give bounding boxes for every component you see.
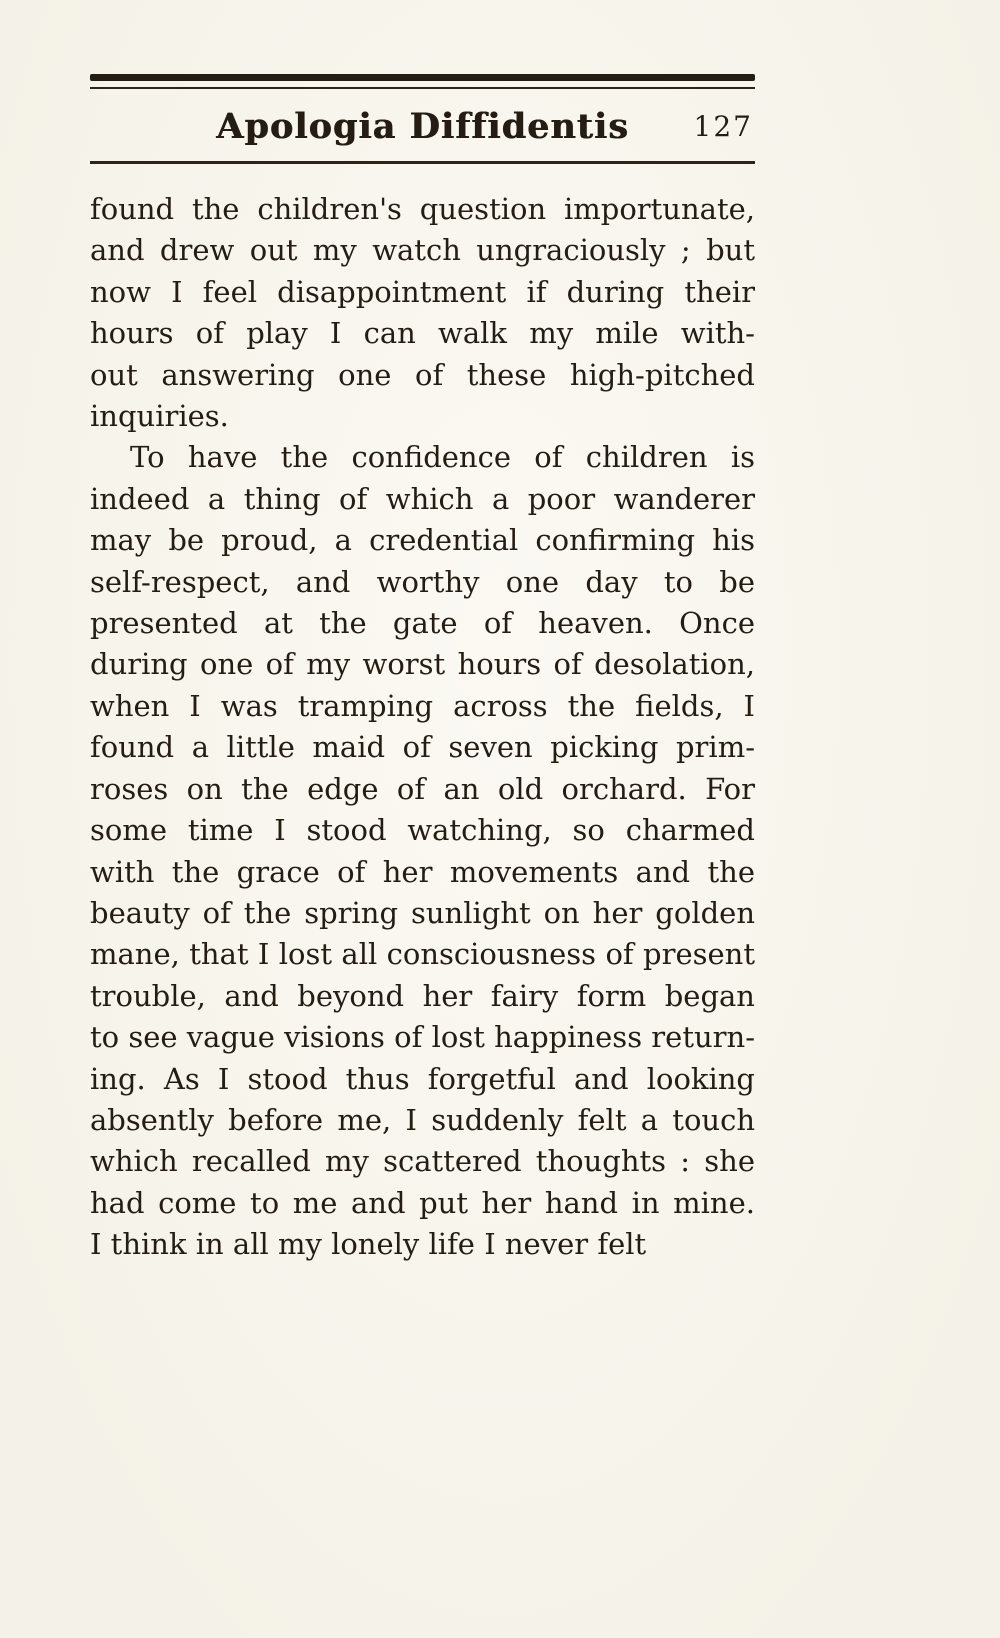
top-rule-thick — [90, 74, 755, 81]
text-line: may be proud, a credential confirming his — [90, 523, 755, 558]
text-line: ing. As I stood thus forgetful and looking — [90, 1061, 755, 1096]
page-number: 127 — [693, 110, 753, 143]
text-line: which recalled my scattered thoughts : she — [90, 1144, 755, 1179]
header-rule — [90, 161, 755, 164]
text-line: self-respect, and worthy one day to be — [90, 564, 755, 599]
text-line: indeed a thing of which a poor wanderer — [90, 481, 755, 516]
text-line: roses on the edge of an old orchard. For — [90, 771, 755, 806]
text-line: presented at the gate of heaven. Once — [90, 606, 755, 641]
page-body — [90, 189, 755, 1266]
text-line: found the children's question importunate, — [90, 192, 755, 226]
text-line: trouble, and beyond her fairy form began — [90, 978, 755, 1013]
text-line: hours of play I can walk my mile with- — [90, 316, 755, 351]
paragraph — [90, 437, 755, 1265]
page-header — [90, 101, 755, 153]
text-line: and drew out my watch ungraciously ; but — [90, 233, 755, 268]
paragraph — [90, 189, 755, 437]
text-line: I think in all my lonely life I never felt — [90, 1227, 647, 1262]
top-double-rule — [90, 74, 755, 89]
text-line: found a little maid of seven picking prim- — [90, 730, 755, 765]
text-line: had come to me and put her hand in mine. — [90, 1185, 755, 1220]
text-line: when I was tramping across the fields, I — [90, 688, 755, 723]
text-line: To have the confidence of children is — [130, 440, 755, 475]
text-line: inquiries. — [90, 399, 229, 434]
text-line: mane, that I lost all consciousness of present — [90, 937, 755, 972]
text-line: absently before me, I suddenly felt a touch — [90, 1102, 755, 1137]
text-line: during one of my worst hours of desolation, — [90, 647, 755, 682]
text-line: with the grace of her movements and the — [90, 854, 755, 889]
text-line: some time I stood watching, so charmed — [90, 813, 755, 848]
text-column — [90, 0, 755, 1266]
running-title: Apologia Diffidentis — [216, 106, 629, 147]
top-rule-thin — [90, 87, 755, 89]
text-line: beauty of the spring sunlight on her golden — [90, 895, 755, 930]
text-line: now I feel disappointment if during their — [90, 274, 755, 309]
text-line: out answering one of these high-pitched — [90, 357, 755, 392]
text-line: to see vague visions of lost happiness return- — [90, 1020, 755, 1055]
